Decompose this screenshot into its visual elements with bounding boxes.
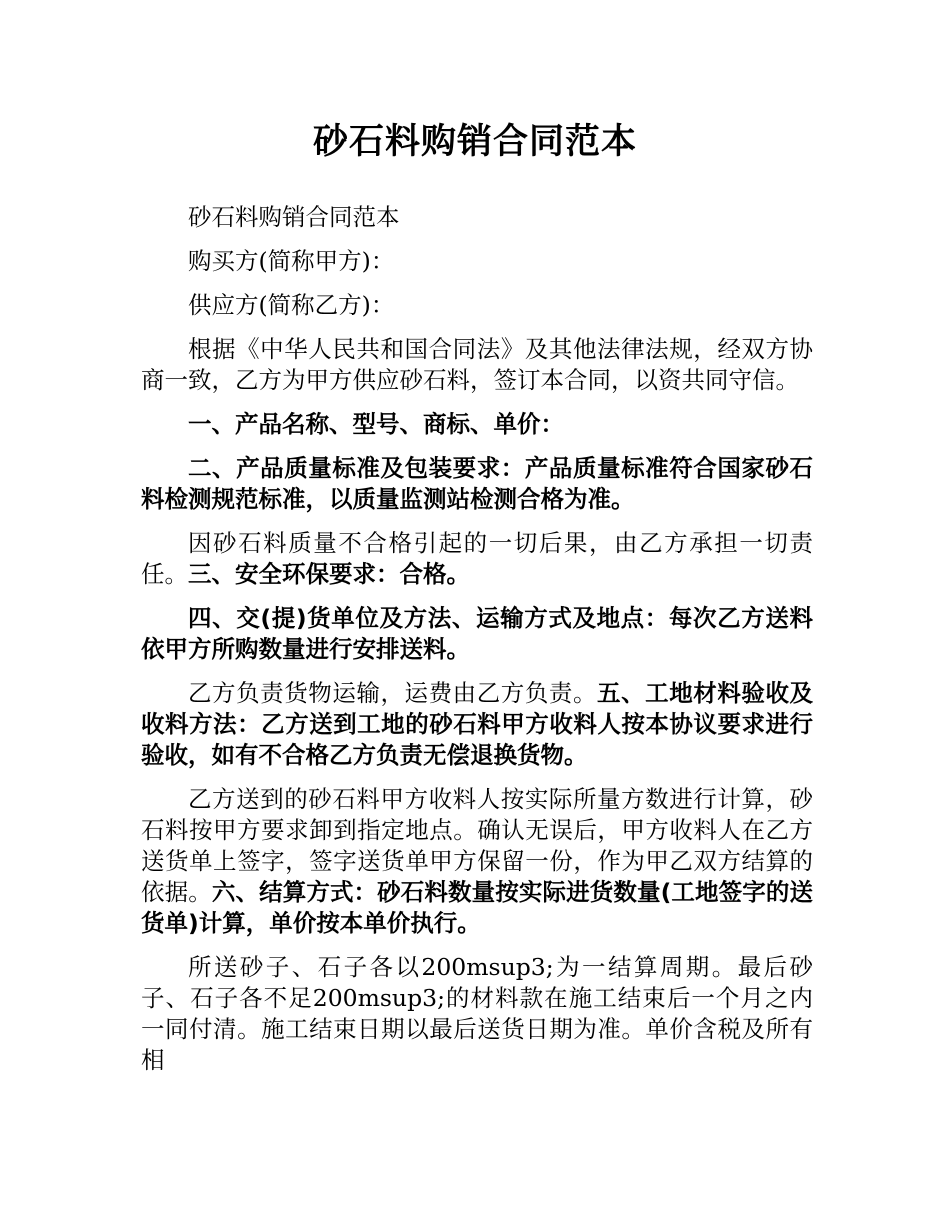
paragraph-heading-repeat [141,202,813,233]
paragraph-text: 砂石料购销合同范本 [188,203,400,231]
paragraph-bold-text: 四、交(提)货单位及方法、运输方式及地点：每次乙方送料依甲方所购数量进行安排送料。 [141,604,813,663]
paragraph-supplier [141,290,813,321]
document-title: 砂石料购销合同范本 [312,122,637,162]
paragraph-bold-text: 六、结算方式：砂石料数量按实际进货数量(工地签字的送货单)计算，单价按本单价执行。 [141,878,814,937]
paragraph-bold-text: 一、产品名称、型号、商标、单价： [188,410,564,438]
paragraph-bold-text: 三、安全环保要求：合格。 [188,560,470,588]
paragraph-text: 供应方(简称乙方)： [188,291,395,319]
paragraph-section-1 [141,409,813,440]
paragraph-text: 因砂石料质量不合格引起的一切后果，由乙方承担一切责任。 [141,529,813,588]
paragraph-section-5 [141,678,813,771]
paragraph-text: 乙方送到的砂石料甲方收料人按实际所量方数进行计算，砂石料按甲方要求卸到指定地点。确认无误后，甲方收料人在乙方送货单上签字，签字送货单甲方保留一份，作为甲乙双方结算的依据。 [141,785,813,906]
paragraph-section-3 [141,528,813,590]
paragraph-text: 乙方负责货物运输，运费由乙方负责。 [188,679,598,707]
paragraph-section-2 [141,453,813,515]
paragraph-buyer [141,246,813,277]
paragraph-text: 所送砂子、石子各以200msup3;为一结算周期。最后砂子、石子各不足200msup3;的材料款在施工结束后一个月之内一同付清。施工结束日期以最后送货日期为准。单价含税及所有相 [141,953,813,1074]
paragraph-settlement-period [141,952,813,1076]
paragraph-preamble [141,334,813,396]
paragraph-bold-text: 五、工地材料验收及收料方法：乙方送到工地的砂石料甲方收料人按本协议要求进行验收，如有不合格乙方负责无偿退换货物。 [141,679,814,769]
paragraph-text: 购买方(简称甲方)： [188,247,395,275]
paragraph-section-4 [141,603,813,665]
paragraph-bold-text: 二、产品质量标准及包装要求：产品质量标准符合国家砂石料检测规范标准，以质量监测站检测合格为准。 [141,454,813,513]
paragraph-text: 根据《中华人民共和国合同法》及其他法律法规，经双方协商一致，乙方为甲方供应砂石料，签订本合同，以资共同守信。 [141,335,813,394]
paragraph-section-6 [141,784,813,939]
document-body [141,202,813,1089]
